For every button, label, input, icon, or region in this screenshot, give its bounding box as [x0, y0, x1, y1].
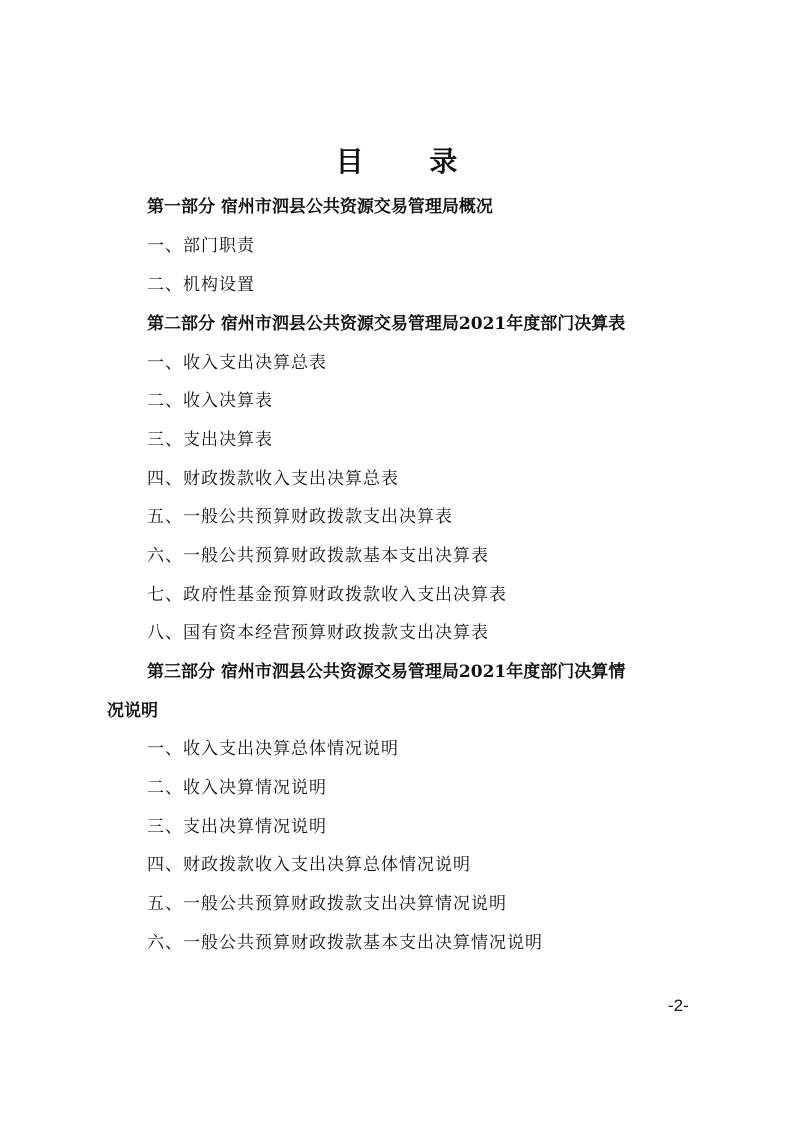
part3-heading-line1[interactable]: 第三部分 宿州市泗县公共资源交易管理局2021年度部门决算情 — [147, 662, 626, 682]
toc-item[interactable]: 四、财政拨款收入支出决算总体情况说明 — [147, 855, 471, 875]
toc-item[interactable]: 一、收入支出决算总体情况说明 — [147, 739, 399, 759]
toc-item[interactable]: 六、一般公共预算财政拨款基本支出决算情况说明 — [147, 933, 543, 953]
toc-item[interactable]: 四、财政拨款收入支出决算总表 — [147, 469, 399, 489]
page-number: -2- — [668, 996, 689, 1015]
toc-item[interactable]: 五、一般公共预算财政拨款支出决算情况说明 — [147, 894, 507, 914]
toc-item[interactable]: 三、支出决算表 — [147, 430, 273, 450]
toc-item[interactable]: 一、收入支出决算总表 — [147, 353, 327, 373]
toc-title: 目 录 — [335, 145, 486, 178]
part3-heading-line2[interactable]: 况说明 — [107, 701, 158, 721]
toc-item[interactable]: 六、一般公共预算财政拨款基本支出决算表 — [147, 546, 489, 566]
part2-heading[interactable]: 第二部分 宿州市泗县公共资源交易管理局2021年度部门决算表 — [147, 314, 626, 334]
part1-heading[interactable]: 第一部分 宿州市泗县公共资源交易管理局概况 — [147, 197, 493, 217]
toc-item[interactable]: 二、收入决算表 — [147, 391, 273, 411]
toc-item[interactable]: 三、支出决算情况说明 — [147, 817, 327, 837]
toc-item[interactable]: 七、政府性基金预算财政拨款收入支出决算表 — [147, 585, 507, 605]
toc-item[interactable]: 一、部门职责 — [147, 236, 255, 256]
toc-item[interactable]: 二、机构设置 — [147, 275, 255, 295]
toc-item[interactable]: 八、国有资本经营预算财政拨款支出决算表 — [147, 623, 489, 643]
toc-item[interactable]: 二、收入决算情况说明 — [147, 778, 327, 798]
toc-item[interactable]: 五、一般公共预算财政拨款支出决算表 — [147, 507, 453, 527]
